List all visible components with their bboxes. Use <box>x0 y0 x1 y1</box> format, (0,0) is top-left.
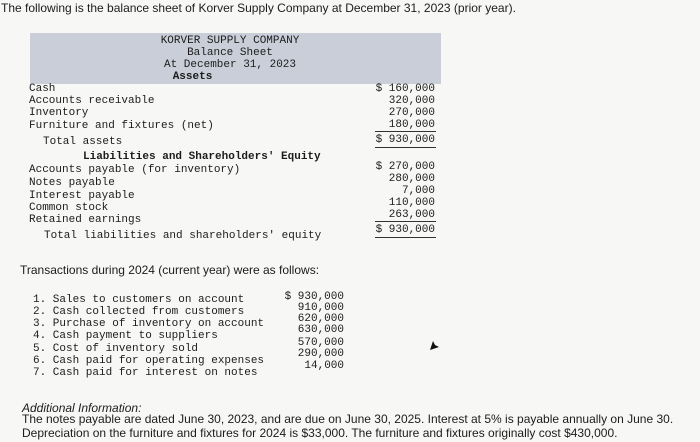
company-name: KORVER SUPPLY COMPANY <box>160 35 300 47</box>
total-liabilities-label: Total liabilities and shareholders' equity <box>44 230 322 242</box>
transaction-label: 3. Purchase of inventory on account <box>33 318 265 330</box>
asset-label: Accounts receivable <box>29 95 155 107</box>
asset-amount: $ 160,000 <box>375 83 435 95</box>
transaction-amount: $ 930,000 <box>284 291 344 303</box>
transaction-amount: 290,000 <box>297 348 344 360</box>
additional-heading: Additional Information: <box>22 401 142 415</box>
total-assets-label: Total assets <box>43 136 123 148</box>
liability-amount: 280,000 <box>388 173 435 185</box>
liability-label: Notes payable <box>29 177 115 189</box>
transaction-label: 1. Sales to customers on account <box>33 294 245 306</box>
total-assets-amount: $ 930,000 <box>375 134 435 146</box>
liability-amount: 110,000 <box>388 197 435 209</box>
transactions-heading: Transactions during 2024 (current year) were as follows: <box>20 263 320 277</box>
asset-amount: 320,000 <box>388 95 435 107</box>
intro-text: The following is the balance sheet of Korver Supply Company at December 31, 2023 (prior year). <box>1 1 516 15</box>
transaction-label: 2. Cash collected from customers <box>33 306 245 318</box>
liability-amount: 7,000 <box>401 185 435 197</box>
total-liabilities-amount: $ 930,000 <box>375 224 435 236</box>
statement-title: Balance Sheet <box>187 47 273 59</box>
transaction-amount: 910,000 <box>297 302 344 314</box>
asset-label: Inventory <box>29 107 89 119</box>
asset-label: Furniture and fixtures (net) <box>29 120 214 132</box>
subtotal-rule <box>375 131 436 132</box>
total-rule <box>375 147 436 148</box>
transaction-label: 7. Cash paid for interest on notes <box>33 367 258 379</box>
liability-label: Common stock <box>29 202 109 214</box>
liability-label: Interest payable <box>29 190 135 202</box>
liabilities-heading: Liabilities and Shareholders' Equity <box>83 151 321 163</box>
transaction-label: 6. Cash paid for operating expenses <box>33 355 265 367</box>
assets-heading: Assets <box>172 71 213 83</box>
transaction-amount: 14,000 <box>304 360 344 372</box>
total-rule <box>375 237 436 238</box>
transaction-amount: 630,000 <box>297 324 344 336</box>
asset-amount: 180,000 <box>388 119 435 131</box>
transaction-label: 4. Cash payment to suppliers <box>33 330 218 342</box>
statement-date: At December 31, 2023 <box>163 59 297 71</box>
additional-line-1: The notes payable are dated June 30, 2023, and are due on June 30, 2025. Interest at 5% is payable annually on June 30. <box>22 412 674 426</box>
transaction-amount: 570,000 <box>297 337 344 349</box>
asset-label: Cash <box>29 83 56 95</box>
transaction-amount: 620,000 <box>297 313 344 325</box>
liability-amount: 263,000 <box>388 209 435 221</box>
subtotal-rule <box>375 221 436 222</box>
liability-label: Accounts payable (for inventory) <box>29 164 241 176</box>
cursor-arrow-icon <box>429 339 441 351</box>
additional-line-2: Depreciation on the furniture and fixtures for 2024 is $33,000. The furniture and fixtures originally cost $430,000. <box>22 426 618 440</box>
liability-amount: $ 270,000 <box>375 161 435 173</box>
liability-label: Retained earnings <box>29 214 142 226</box>
transaction-label: 5. Cost of inventory sold <box>33 343 199 355</box>
asset-amount: 270,000 <box>388 107 435 119</box>
